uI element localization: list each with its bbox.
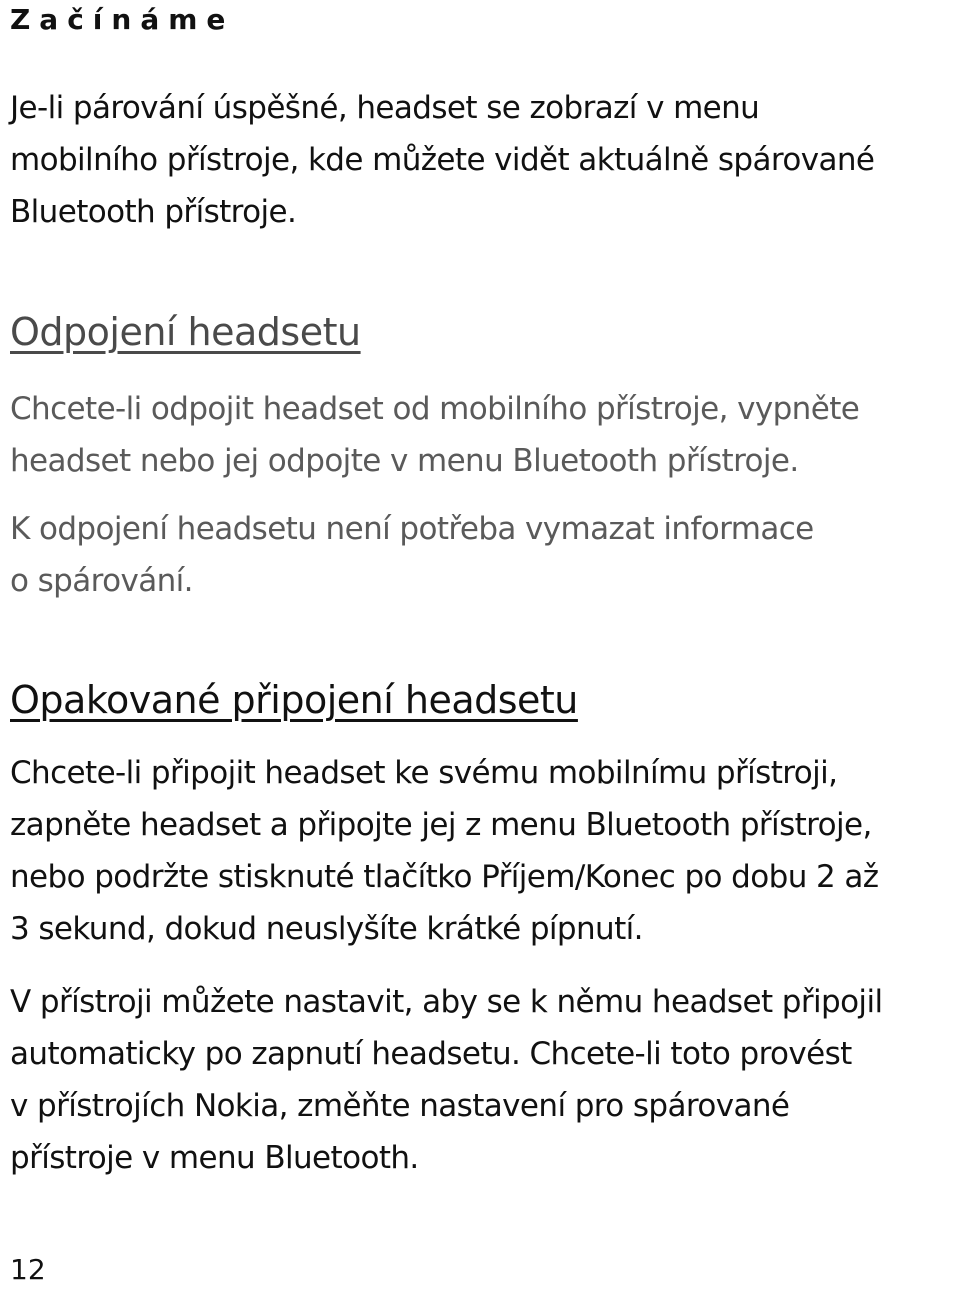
text-line: o spárování. (10, 563, 193, 599)
text-line: mobilního přístroje, kde můžete vidět aktuálně spárované (10, 142, 875, 178)
text-line: nebo podržte stisknuté tlačítko Příjem/Konec po dobu 2 až (10, 859, 879, 895)
text-line: v přístrojích Nokia, změňte nastavení pro spárované (10, 1088, 790, 1124)
text-line: automaticky po zapnutí headsetu. Chcete-li toto provést (10, 1036, 852, 1072)
text-line: přístroje v menu Bluetooth. (10, 1140, 419, 1176)
section-heading-disconnect: Odpojení headsetu (10, 310, 361, 354)
section-heading-reconnect: Opakované připojení headsetu (10, 678, 578, 722)
text-line: K odpojení headsetu není potřeba vymazat informace (10, 511, 814, 547)
reconnect-paragraph-1 (10, 747, 955, 955)
disconnect-paragraph-2 (10, 503, 955, 607)
reconnect-paragraph-2 (10, 976, 955, 1184)
text-line: zapněte headset a připojte jej z menu Bluetooth přístroje, (10, 807, 872, 843)
text-line: V přístroji můžete nastavit, aby se k němu headset připojil (10, 984, 883, 1020)
disconnect-paragraph-1 (10, 383, 955, 487)
text-line: Chcete-li odpojit headset od mobilního přístroje, vypněte (10, 391, 860, 427)
page-number: 12 (10, 1253, 46, 1286)
intro-paragraph (10, 82, 955, 238)
text-line: headset nebo jej odpojte v menu Bluetooth přístroje. (10, 443, 799, 479)
running-header: Začínáme (10, 3, 235, 36)
text-line: 3 sekund, dokud neuslyšíte krátké pípnutí. (10, 911, 643, 947)
text-line: Je-li párování úspěšné, headset se zobrazí v menu (10, 90, 760, 126)
text-line: Chcete-li připojit headset ke svému mobilnímu přístroji, (10, 755, 838, 791)
text-line: Bluetooth přístroje. (10, 194, 297, 230)
